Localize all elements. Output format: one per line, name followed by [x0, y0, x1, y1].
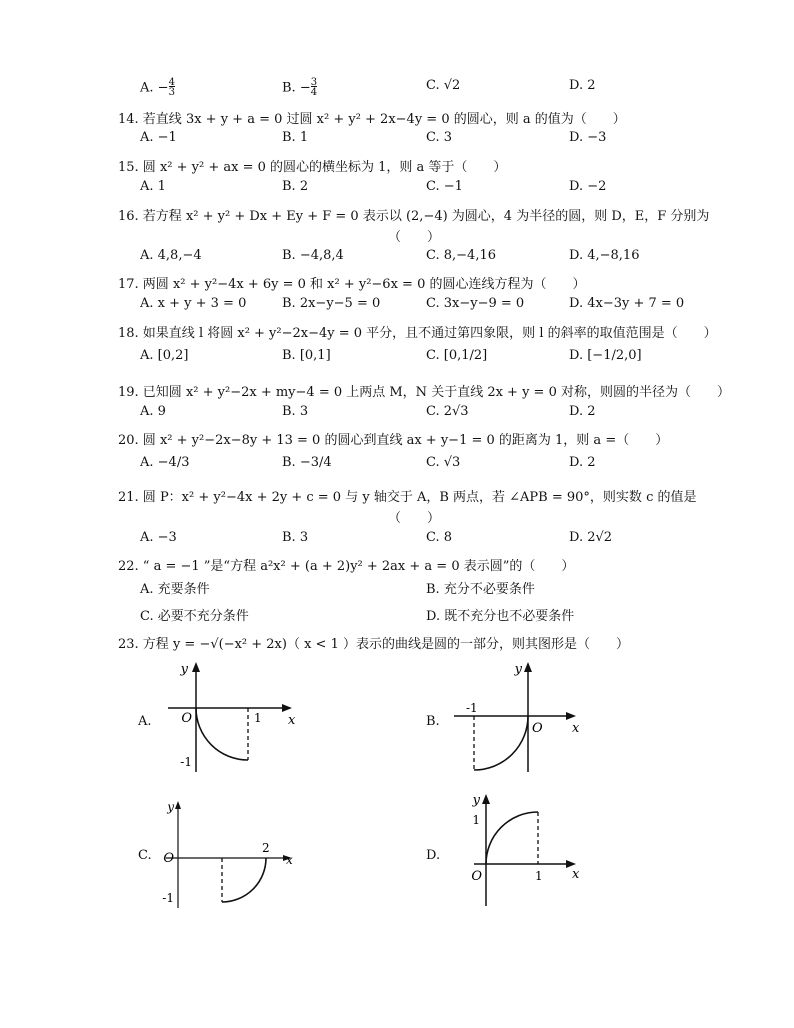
q20-option-c[interactable]: C. √3	[426, 455, 461, 470]
y-axis-arrow-icon	[482, 794, 490, 804]
q18-option-c[interactable]: C. [0,1/2]	[426, 348, 488, 363]
curve	[474, 716, 528, 770]
q22-option-c[interactable]: C. 必要不充分条件	[140, 609, 249, 624]
x-tick-label: 2	[262, 841, 270, 855]
x-axis-label: x	[286, 853, 293, 867]
q16-answer-paren: （ ）	[388, 230, 441, 245]
y-tick-label: -1	[162, 891, 174, 905]
q20-stem: 20. 圆 x² + y²−2x−8y + 13 = 0 的圆心到直线 ax + y−1 = 0 的距离为 1，则 a =（ ）	[118, 433, 669, 448]
origin-label: O	[471, 869, 482, 884]
q23-graph-a-label[interactable]: A.	[138, 714, 152, 729]
q18-stem: 18. 如果直线 l 将圆 x² + y²−2x−4y = 0 平分，且不通过第四象限，则 l 的斜率的取值范围是（ ）	[118, 326, 717, 341]
q20-option-d[interactable]: D. 2	[569, 455, 596, 470]
q23-graph-c[interactable]	[158, 796, 308, 916]
q22-option-b[interactable]: B. 充分不必要条件	[426, 582, 535, 597]
q22-option-a[interactable]: A. 充要条件	[140, 582, 210, 597]
q17-option-b[interactable]: B. 2x−y−5 = 0	[282, 296, 381, 311]
q15-option-a[interactable]: A. 1	[140, 179, 166, 194]
q14-option-a[interactable]: A. −1	[140, 130, 177, 145]
q19-option-a[interactable]: A. 9	[140, 404, 166, 419]
q23-graph-b[interactable]	[446, 656, 596, 776]
y-axis-label: y	[514, 662, 522, 677]
q13-option-b[interactable]: B. $-\frac{3}{4}$	[282, 77, 318, 98]
x-axis-label: x	[288, 713, 296, 728]
q14-option-b[interactable]: B. 1	[282, 130, 309, 145]
q19-stem: 19. 已知圆 x² + y²−2x + my−4 = 0 上两点 M，N 关于直线 2x + y = 0 对称，则圆的半径为（ ）	[118, 385, 730, 400]
q14-stem: 14. 若直线 3x + y + a = 0 过圆 x² + y² + 2x−4y = 0 的圆心，则 a 的值为（ ）	[118, 112, 626, 127]
x-tick-label: 1	[254, 711, 262, 725]
q19-option-d[interactable]: D. 2	[569, 404, 596, 419]
y-tick-label: 1	[472, 813, 480, 827]
q21-option-c[interactable]: C. 8	[426, 530, 453, 545]
x-tick-label: 1	[535, 869, 543, 883]
y-axis-arrow-icon	[524, 662, 532, 672]
q15-option-c[interactable]: C. −1	[426, 179, 463, 194]
q19-option-b[interactable]: B. 3	[282, 404, 309, 419]
q23-graph-d[interactable]	[446, 788, 596, 910]
q21-option-d[interactable]: D. 2√2	[569, 530, 613, 545]
origin-label: O	[163, 851, 174, 866]
q14-option-c[interactable]: C. 3	[426, 130, 453, 145]
q20-option-a[interactable]: A. −4/3	[140, 455, 190, 470]
curve	[486, 812, 538, 864]
origin-label: O	[532, 721, 543, 736]
q13-option-a[interactable]: A. $-\frac{4}{3}$	[140, 77, 175, 98]
q16-option-c[interactable]: C. 8,−4,16	[426, 248, 496, 263]
curve	[196, 708, 248, 760]
q17-option-d[interactable]: D. 4x−3y + 7 = 0	[569, 296, 685, 311]
q13-option-d[interactable]: D. 2	[569, 78, 596, 93]
q16-option-b[interactable]: B. −4,8,4	[282, 248, 344, 263]
q16-stem: 16. 若方程 x² + y² + Dx + Ey + F = 0 表示以 (2,−4) 为圆心，4 为半径的圆，则 D，E，F 分别为	[118, 209, 710, 224]
q18-option-b[interactable]: B. [0,1]	[282, 348, 331, 363]
y-axis-arrow-icon	[192, 662, 200, 672]
q18-option-a[interactable]: A. [0,2]	[140, 348, 189, 363]
q21-option-b[interactable]: B. 3	[282, 530, 309, 545]
q14-option-d[interactable]: D. −3	[569, 130, 607, 145]
q22-option-d[interactable]: D. 既不充分也不必要条件	[426, 609, 575, 624]
q23-graph-a[interactable]	[158, 656, 308, 776]
q15-option-d[interactable]: D. −2	[569, 179, 607, 194]
q21-stem: 21. 圆 P：x² + y²−4x + 2y + c = 0 与 y 轴交于 A，B 两点，若 ∠APB = 90°，则实数 c 的值是	[118, 490, 697, 505]
q23-graph-d-label[interactable]: D.	[426, 848, 441, 863]
x-axis-arrow-icon	[566, 712, 576, 720]
x-axis-label: x	[572, 721, 580, 736]
q19-option-c[interactable]: C. 2√3	[426, 404, 469, 419]
q18-option-d[interactable]: D. [−1/2,0]	[569, 348, 642, 363]
q21-answer-paren: （ ）	[388, 511, 441, 526]
q21-option-a[interactable]: A. −3	[140, 530, 177, 545]
q13-option-c[interactable]: C. √2	[426, 78, 461, 93]
x-axis-label: x	[572, 867, 580, 882]
curve	[222, 858, 266, 902]
q23-stem: 23. 方程 y = −√(−x² + 2x)（ x < 1 ）表示的曲线是圆的一部分，则其图形是（ ）	[118, 637, 629, 652]
y-axis-label: y	[167, 800, 174, 814]
q20-option-b[interactable]: B. −3/4	[282, 455, 332, 470]
q17-option-c[interactable]: C. 3x−y−9 = 0	[426, 296, 525, 311]
y-axis-arrow-icon	[175, 801, 181, 809]
y-tick-label: -1	[180, 755, 192, 769]
q17-option-a[interactable]: A. x + y + 3 = 0	[140, 296, 247, 311]
y-axis-label: y	[472, 793, 480, 808]
origin-label: O	[181, 711, 192, 726]
q17-stem: 17. 两圆 x² + y²−4x + 6y = 0 和 x² + y²−6x = 0 的圆心连线方程为（ ）	[118, 277, 586, 292]
q23-graph-c-label[interactable]: C.	[138, 848, 152, 863]
y-axis-label: y	[180, 662, 188, 677]
q15-stem: 15. 圆 x² + y² + ax = 0 的圆心的横坐标为 1，则 a 等于（ ）	[118, 160, 507, 175]
q15-option-b[interactable]: B. 2	[282, 179, 309, 194]
q22-stem: 22. “ a = −1 ”是“方程 a²x² + (a + 2)y² + 2ax + a = 0 表示圆”的（ ）	[118, 559, 575, 574]
x-tick-label: -1	[466, 701, 478, 715]
q16-option-d[interactable]: D. 4,−8,16	[569, 248, 640, 263]
q16-option-a[interactable]: A. 4,8,−4	[140, 248, 202, 263]
q23-graph-b-label[interactable]: B.	[426, 714, 440, 729]
x-axis-arrow-icon	[282, 704, 292, 712]
